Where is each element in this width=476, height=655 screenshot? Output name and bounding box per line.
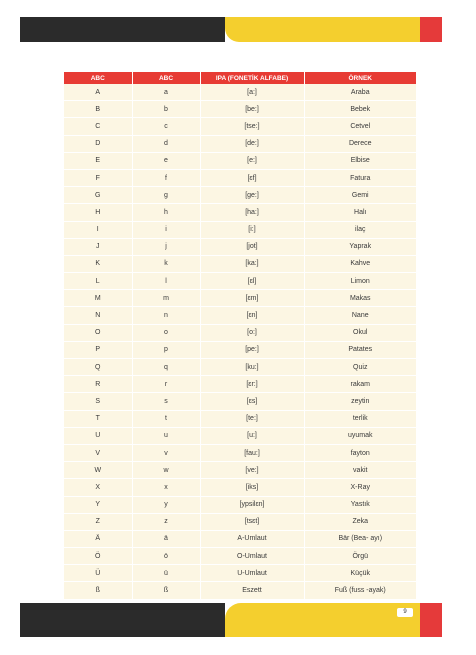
cell-uppercase: G xyxy=(64,187,132,204)
cell-example: Okul xyxy=(304,324,416,341)
cell-uppercase: W xyxy=(64,462,132,479)
cell-ipa: [ɛs] xyxy=(200,393,304,410)
cell-lowercase: m xyxy=(132,290,200,307)
cell-example: zeytin xyxy=(304,393,416,410)
cell-uppercase: L xyxy=(64,273,132,290)
cell-uppercase: U xyxy=(64,427,132,444)
cell-uppercase: A xyxy=(64,84,132,101)
cell-lowercase: x xyxy=(132,479,200,496)
cell-example: ilaç xyxy=(304,221,416,238)
cell-uppercase: T xyxy=(64,410,132,427)
cell-example: Bebek xyxy=(304,101,416,118)
cell-ipa: [ypsilɛn] xyxy=(200,496,304,513)
bottom-band-yellow-segment xyxy=(225,603,420,637)
cell-example: Örgü xyxy=(304,548,416,565)
cell-ipa: [iks] xyxy=(200,479,304,496)
cell-lowercase: y xyxy=(132,496,200,513)
table-row xyxy=(64,530,416,547)
page-number: 9 xyxy=(397,608,413,617)
cell-lowercase: l xyxy=(132,273,200,290)
cell-example: Fatura xyxy=(304,169,416,186)
table-row xyxy=(64,479,416,496)
cell-lowercase: c xyxy=(132,118,200,135)
table-row xyxy=(64,462,416,479)
cell-ipa: [ve:] xyxy=(200,462,304,479)
cell-ipa: [ku:] xyxy=(200,359,304,376)
cell-lowercase: f xyxy=(132,169,200,186)
cell-uppercase: F xyxy=(64,169,132,186)
cell-ipa: [fau:] xyxy=(200,444,304,461)
cell-example: Bär (Bea- ayı) xyxy=(304,530,416,547)
cell-uppercase: Q xyxy=(64,359,132,376)
cell-uppercase: Ü xyxy=(64,565,132,582)
cell-ipa: [o:] xyxy=(200,324,304,341)
cell-lowercase: z xyxy=(132,513,200,530)
cell-ipa: [tse:] xyxy=(200,118,304,135)
cell-uppercase: ß xyxy=(64,582,132,599)
cell-example: Halı xyxy=(304,204,416,221)
table-header-row xyxy=(64,72,416,84)
top-decorative-band xyxy=(20,17,442,42)
cell-ipa: [u:] xyxy=(200,427,304,444)
cell-ipa: [a:] xyxy=(200,84,304,101)
table-row xyxy=(64,84,416,101)
table-row xyxy=(64,513,416,530)
table-row xyxy=(64,307,416,324)
cell-lowercase: r xyxy=(132,376,200,393)
table-row xyxy=(64,393,416,410)
cell-uppercase: P xyxy=(64,341,132,358)
table-row xyxy=(64,273,416,290)
cell-lowercase: b xyxy=(132,101,200,118)
cell-lowercase: w xyxy=(132,462,200,479)
cell-example: Nane xyxy=(304,307,416,324)
cell-ipa: O-Umlaut xyxy=(200,548,304,565)
cell-ipa: [ha:] xyxy=(200,204,304,221)
cell-example: rakam xyxy=(304,376,416,393)
top-band-black-segment xyxy=(20,17,225,42)
cell-uppercase: B xyxy=(64,101,132,118)
bottom-band-black-segment xyxy=(20,603,225,637)
table-body xyxy=(64,84,416,599)
cell-uppercase: D xyxy=(64,135,132,152)
cell-example: Gemi xyxy=(304,187,416,204)
cell-ipa: [be:] xyxy=(200,101,304,118)
cell-lowercase: a xyxy=(132,84,200,101)
cell-example: Derece xyxy=(304,135,416,152)
cell-uppercase: S xyxy=(64,393,132,410)
cell-uppercase: M xyxy=(64,290,132,307)
cell-uppercase: C xyxy=(64,118,132,135)
header-ipa: IPA (FONETİK ALFABE) xyxy=(200,72,304,84)
cell-lowercase: ü xyxy=(132,565,200,582)
cell-lowercase: i xyxy=(132,221,200,238)
cell-lowercase: o xyxy=(132,324,200,341)
cell-lowercase: u xyxy=(132,427,200,444)
cell-lowercase: d xyxy=(132,135,200,152)
table-row xyxy=(64,152,416,169)
cell-ipa: [pe:] xyxy=(200,341,304,358)
alphabet-table xyxy=(64,72,416,600)
cell-ipa: [ɛr:] xyxy=(200,376,304,393)
cell-lowercase: ö xyxy=(132,548,200,565)
cell-ipa: [ka:] xyxy=(200,255,304,272)
table-row xyxy=(64,410,416,427)
cell-lowercase: j xyxy=(132,238,200,255)
cell-uppercase: K xyxy=(64,255,132,272)
table-row xyxy=(64,582,416,599)
table-row xyxy=(64,496,416,513)
cell-ipa: [e:] xyxy=(200,152,304,169)
cell-lowercase: k xyxy=(132,255,200,272)
cell-lowercase: p xyxy=(132,341,200,358)
cell-example: X-Ray xyxy=(304,479,416,496)
cell-lowercase: g xyxy=(132,187,200,204)
table-row xyxy=(64,359,416,376)
cell-uppercase: H xyxy=(64,204,132,221)
table-row xyxy=(64,255,416,272)
cell-uppercase: E xyxy=(64,152,132,169)
cell-uppercase: I xyxy=(64,221,132,238)
table-row xyxy=(64,548,416,565)
cell-ipa: [ɛm] xyxy=(200,290,304,307)
cell-ipa: U-Umlaut xyxy=(200,565,304,582)
table-header xyxy=(64,72,416,84)
cell-example: Makas xyxy=(304,290,416,307)
table-row xyxy=(64,238,416,255)
cell-lowercase: ß xyxy=(132,582,200,599)
table-row xyxy=(64,444,416,461)
cell-example: fayton xyxy=(304,444,416,461)
table-row xyxy=(64,101,416,118)
cell-example: uyumak xyxy=(304,427,416,444)
table-row xyxy=(64,427,416,444)
cell-uppercase: X xyxy=(64,479,132,496)
table-row xyxy=(64,565,416,582)
table-row xyxy=(64,341,416,358)
cell-ipa: [tsɛt] xyxy=(200,513,304,530)
cell-example: Araba xyxy=(304,84,416,101)
top-band-red-segment xyxy=(420,17,442,42)
cell-example: Fuß (fuss -ayak) xyxy=(304,582,416,599)
table-row xyxy=(64,135,416,152)
header-example: ÖRNEK xyxy=(304,72,416,84)
cell-uppercase: J xyxy=(64,238,132,255)
table-row xyxy=(64,221,416,238)
cell-example: Cetvel xyxy=(304,118,416,135)
cell-example: Yastık xyxy=(304,496,416,513)
cell-example: Elbise xyxy=(304,152,416,169)
cell-ipa: Eszett xyxy=(200,582,304,599)
bottom-band-red-segment xyxy=(420,603,442,637)
cell-lowercase: n xyxy=(132,307,200,324)
cell-example: Yaprak xyxy=(304,238,416,255)
bottom-decorative-band xyxy=(20,603,442,637)
cell-uppercase: V xyxy=(64,444,132,461)
cell-ipa: [ɛn] xyxy=(200,307,304,324)
cell-lowercase: s xyxy=(132,393,200,410)
table-row xyxy=(64,187,416,204)
table-row xyxy=(64,324,416,341)
cell-ipa: [i:] xyxy=(200,221,304,238)
cell-example: Patates xyxy=(304,341,416,358)
cell-example: Küçük xyxy=(304,565,416,582)
table-row xyxy=(64,169,416,186)
cell-lowercase: e xyxy=(132,152,200,169)
cell-example: Kahve xyxy=(304,255,416,272)
top-band-yellow-segment xyxy=(225,17,420,42)
cell-ipa: [ge:] xyxy=(200,187,304,204)
cell-lowercase: v xyxy=(132,444,200,461)
cell-uppercase: Ä xyxy=(64,530,132,547)
cell-example: Quiz xyxy=(304,359,416,376)
table-row xyxy=(64,376,416,393)
cell-lowercase: ä xyxy=(132,530,200,547)
cell-ipa: [jot] xyxy=(200,238,304,255)
cell-lowercase: t xyxy=(132,410,200,427)
cell-ipa: [de:] xyxy=(200,135,304,152)
cell-uppercase: R xyxy=(64,376,132,393)
cell-example: vakit xyxy=(304,462,416,479)
cell-uppercase: N xyxy=(64,307,132,324)
cell-uppercase: Z xyxy=(64,513,132,530)
cell-ipa: [ɛl] xyxy=(200,273,304,290)
cell-lowercase: h xyxy=(132,204,200,221)
table-row xyxy=(64,204,416,221)
cell-lowercase: q xyxy=(132,359,200,376)
table-row xyxy=(64,290,416,307)
header-lowercase: ABC xyxy=(132,72,200,84)
cell-example: Zeka xyxy=(304,513,416,530)
header-uppercase: ABC xyxy=(64,72,132,84)
cell-ipa: A-Umlaut xyxy=(200,530,304,547)
cell-ipa: [te:] xyxy=(200,410,304,427)
cell-ipa: [ɛf] xyxy=(200,169,304,186)
cell-uppercase: Y xyxy=(64,496,132,513)
cell-example: terlik xyxy=(304,410,416,427)
cell-example: Limon xyxy=(304,273,416,290)
cell-uppercase: O xyxy=(64,324,132,341)
table-row xyxy=(64,118,416,135)
cell-uppercase: Ö xyxy=(64,548,132,565)
